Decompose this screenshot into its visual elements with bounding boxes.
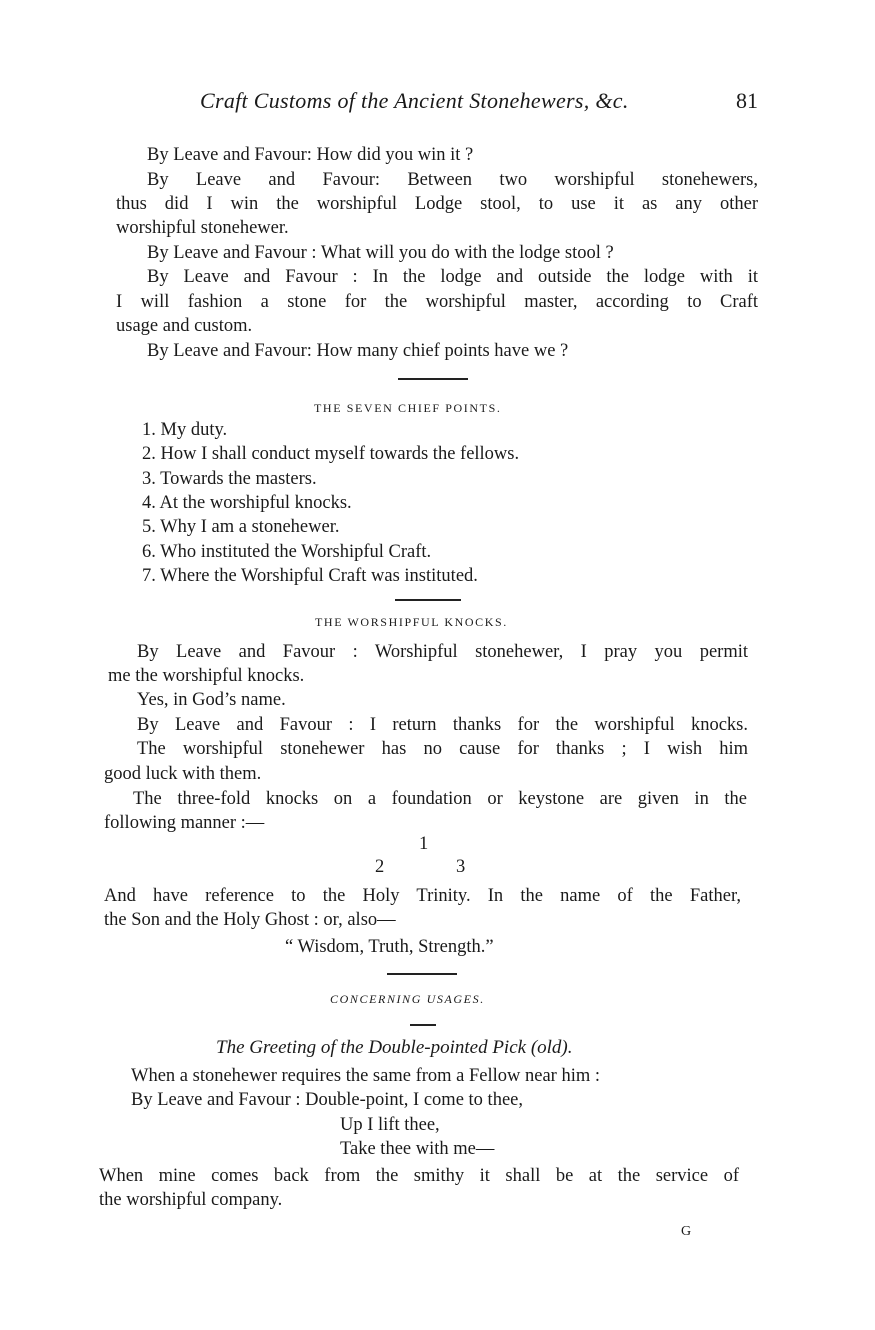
text-line: By Leave and Favour : In the lodge and outside the lodge with it <box>147 267 758 287</box>
text-line: me the worshipful knocks. <box>108 666 305 686</box>
usage-subheading: The Greeting of the Double-pointed Pick (old). <box>216 1037 573 1058</box>
text-line: good luck with them. <box>104 764 262 784</box>
item-number: 5. <box>142 517 156 537</box>
section-rule <box>395 599 461 601</box>
knock-number-right: 3 <box>456 857 466 877</box>
running-title: Craft Customs of the Ancient Stonehewers, &c. <box>200 88 629 113</box>
list-item <box>142 469 317 490</box>
item-number: 7. <box>142 566 156 586</box>
section-rule-short <box>410 1024 436 1026</box>
text-line: Yes, in God’s name. <box>137 690 286 710</box>
list-item <box>142 420 227 441</box>
list-item <box>142 566 478 587</box>
item-text: Where the Worshipful Craft was instituted. <box>160 566 478 586</box>
knock-number-left: 2 <box>375 857 385 877</box>
text-line: worshipful stonehewer. <box>116 218 289 238</box>
motto-line: “ Wisdom, Truth, Strength.” <box>285 937 494 957</box>
text-line: By Leave and Favour : Double-point, I come to thee, <box>131 1090 523 1110</box>
text-line: following manner :— <box>104 813 265 833</box>
text-line: When mine comes back from the smithy it shall be at the service of <box>99 1166 739 1186</box>
page-header <box>0 88 875 118</box>
section-rule <box>387 973 457 975</box>
text-line: the worshipful company. <box>99 1190 283 1210</box>
list-item <box>142 493 352 514</box>
item-text: At the worshipful knocks. <box>159 493 352 513</box>
item-number: 4. <box>142 493 156 513</box>
text-line: When a stonehewer requires the same from a Fellow near him : <box>131 1066 601 1086</box>
text-line: thus did I win the worshipful Lodge stool, to use it as any other <box>116 194 758 214</box>
item-text: Towards the masters. <box>160 469 317 489</box>
text-line: the Son and the Holy Ghost : or, also— <box>104 910 396 930</box>
text-line: Up I lift thee, <box>340 1115 440 1135</box>
section-heading-knocks: THE WORSHIPFUL KNOCKS. <box>315 615 508 629</box>
section-rule <box>398 378 468 380</box>
item-text: My duty. <box>160 420 228 440</box>
item-number: 1. <box>142 420 156 440</box>
knock-number-top: 1 <box>419 834 429 854</box>
signature-mark: G <box>681 1224 692 1239</box>
text-line: Take thee with me— <box>340 1139 495 1159</box>
section-heading-usages: CONCERNING USAGES. <box>330 992 485 1006</box>
item-text: Who instituted the Worshipful Craft. <box>160 542 432 562</box>
text-line: usage and custom. <box>116 316 253 336</box>
text-line: By Leave and Favour : What will you do with the lodge stool ? <box>147 243 614 263</box>
list-item <box>142 517 339 538</box>
text-line: By Leave and Favour : Worshipful stonehewer, I pray you permit <box>137 642 748 662</box>
text-line: The three-fold knocks on a foundation or keystone are given in the <box>133 789 747 809</box>
text-line: I will fashion a stone for the worshipful master, according to Craft <box>116 292 758 312</box>
list-item <box>142 542 431 563</box>
item-number: 2. <box>142 444 156 464</box>
text-line: By Leave and Favour: How many chief points have we ? <box>147 341 569 361</box>
text-line: By Leave and Favour: Between two worshipful stonehewers, <box>147 170 758 190</box>
text-line: The worshipful stonehewer has no cause for thanks ; I wish him <box>137 739 748 759</box>
page-number: 81 <box>736 88 758 113</box>
item-number: 6. <box>142 542 156 562</box>
item-number: 3. <box>142 469 156 489</box>
text-line: And have reference to the Holy Trinity. In the name of the Father, <box>104 886 741 906</box>
text-line: By Leave and Favour: How did you win it ? <box>147 145 474 165</box>
item-text: How I shall conduct myself towards the fellows. <box>160 444 520 464</box>
list-item <box>142 444 519 465</box>
item-text: Why I am a stonehewer. <box>160 517 340 537</box>
section-heading-seven-points: THE SEVEN CHIEF POINTS. <box>314 401 502 415</box>
text-line: By Leave and Favour : I return thanks for the worshipful knocks. <box>137 715 748 735</box>
